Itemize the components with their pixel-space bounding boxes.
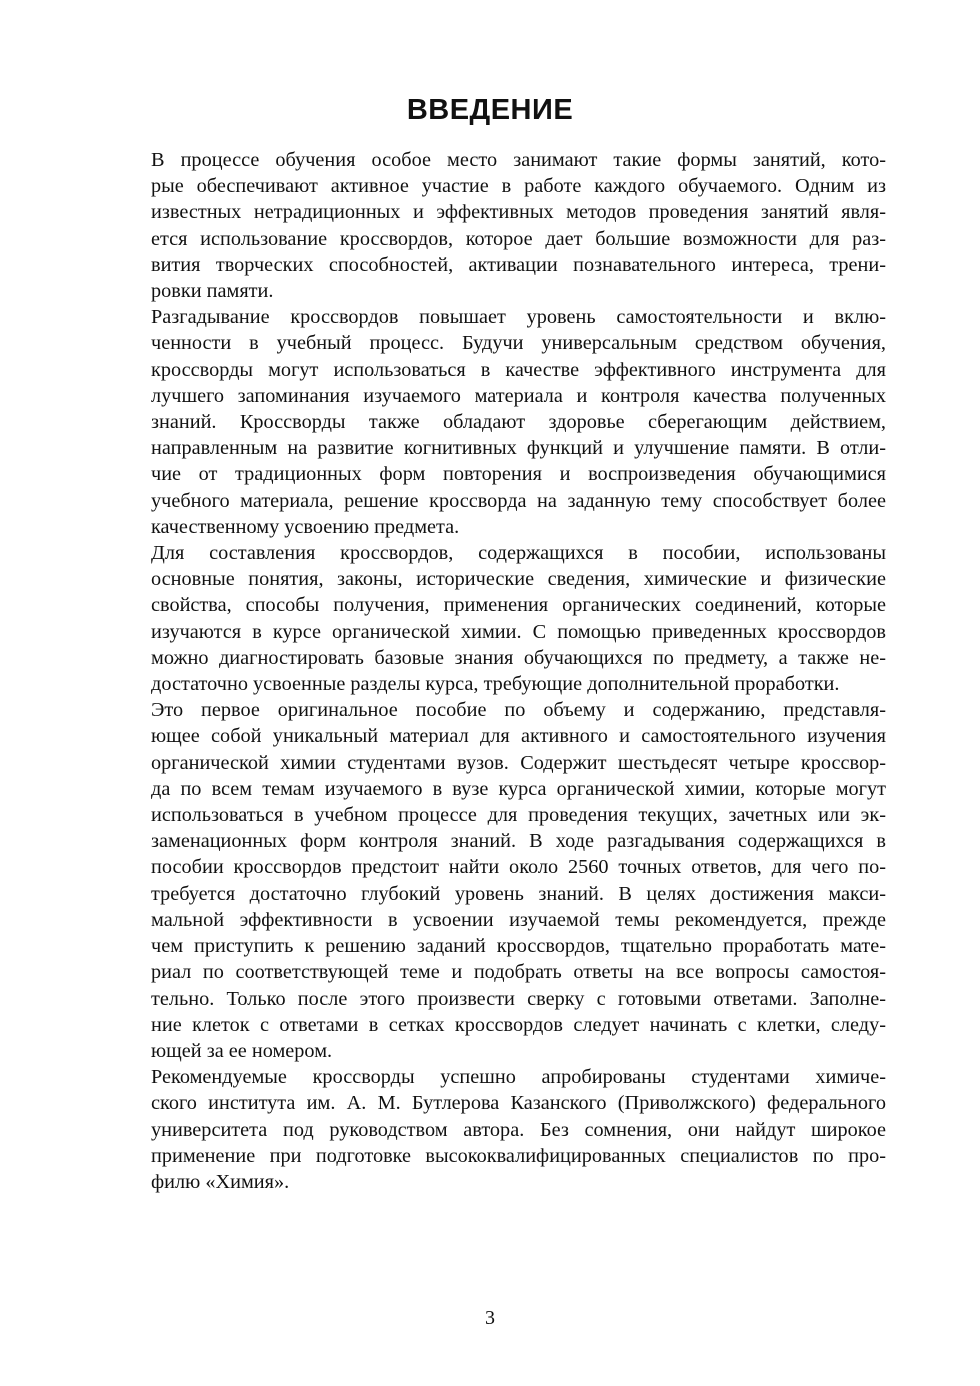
text-line: риал по соответствующей теме и подобрать ответы на все вопросы самостоя- [151, 961, 886, 984]
text-line: чие от традиционных форм повторения и воспроизведения обучающимися [151, 463, 886, 486]
text-line: ется использование кроссвордов, которое дает большие возможности для раз- [151, 227, 886, 250]
paragraph-2 [95, 304, 886, 540]
text-line: достаточно усвоенные разделы курса, требующие дополнительной проработки. [151, 673, 840, 696]
text-line: Для составления кроссвордов, содержащихся в пособии, использованы [151, 542, 886, 565]
text-line: ского института им. А. М. Бутлерова Казанского (Приволжского) федерального [151, 1092, 886, 1115]
text-line: знаний. Кроссворды также обладают здоровье сберегающим действием, [151, 411, 886, 434]
text-line: ющее собой уникальный материал для активного и самостоятельного изучения [151, 725, 886, 748]
text-line: Это первое оригинальное пособие по объему и содержанию, представля- [151, 699, 886, 722]
text-line: университета под руководством автора. Без сомнения, они найдут широкое [151, 1118, 886, 1141]
text-line: можно диагностировать базовые знания обучающихся по предмету, а также не- [151, 646, 886, 669]
text-line: да по всем темам изучаемого в вузе курса органической химии, которые могут [151, 777, 886, 800]
text-line: известных нетрадиционных и эффективных методов проведения занятий явля- [151, 201, 886, 224]
text-line: изучаются в курсе органической химии. С помощью приведенных кроссвордов [151, 620, 886, 643]
text-line: направленным на развитие когнитивных функций и улучшение памяти. В отли- [151, 437, 886, 460]
text-line: вития творческих способностей, активации познавательного интереса, трени- [151, 253, 886, 276]
text-line: пособии кроссвордов предстоит найти около 2560 точных ответов, для чего по- [151, 856, 886, 879]
text-line: ченности в учебный процесс. Будучи универсальным средством обучения, [151, 332, 886, 355]
paragraph-4 [95, 697, 886, 1064]
text-line: требуется достаточно глубокий уровень знаний. В целях достижения макси- [151, 882, 886, 905]
text-line: Разгадывание кроссвордов повышает уровень самостоятельности и вклю- [151, 306, 886, 329]
text-line: чем приступить к решению заданий кроссвордов, тщательно проработать мате- [151, 935, 886, 958]
text-line: органической химии студентами вузов. Содержит шестьдесят четыре кроссвор- [151, 751, 886, 774]
page-number: 3 [485, 1307, 495, 1329]
paragraph-3 [95, 540, 886, 697]
text-line: тельно. Только после этого произвести сверку с готовыми ответами. Заполне- [151, 987, 886, 1010]
text-line: основные понятия, законы, исторические сведения, химические и физические [151, 568, 886, 591]
text-line: ровки памяти. [151, 280, 274, 303]
text-line: В процессе обучения особое место занимают такие формы занятий, кото- [151, 149, 886, 171]
text-line: ющей за ее номером. [151, 1039, 333, 1062]
text-line: использоваться в учебном процессе для проведения текущих, зачетных или эк- [151, 804, 886, 827]
text-line: ние клеток с ответами в сетках кроссвордов следует начинать с клетки, следу- [151, 1013, 886, 1036]
document-body [95, 147, 886, 1195]
text-line: свойства, способы получения, применения органических соединений, которые [151, 594, 886, 617]
text-line: применение при подготовке высококвалифицированных специалистов по про- [151, 1144, 886, 1167]
text-line: Рекомендуемые кроссворды успешно апробированы студентами химиче- [151, 1066, 886, 1089]
text-line: качественному усвоению предмета. [151, 515, 460, 538]
paragraph-1 [95, 147, 886, 304]
text-line: кроссворды могут использоваться в качестве эффективного инструмента для [151, 358, 886, 381]
text-line: филю «Химия». [151, 1170, 290, 1193]
text-line: мальной эффективности в усвоении изучаемой темы рекомендуется, прежде [151, 908, 886, 931]
text-line: заменационных форм контроля знаний. В ходе разгадывания содержащихся в [151, 830, 886, 853]
text-line: лучшего запоминания изучаемого материала и контроля качества полученных [151, 384, 886, 407]
text-line: учебного материала, решение кроссворда на заданную тему способствует более [151, 489, 886, 512]
text-line: рые обеспечивают активное участие в работе каждого обучаемого. Одним из [151, 175, 886, 198]
page-title: ВВЕДЕНИЕ [406, 94, 574, 126]
paragraph-5 [95, 1064, 886, 1195]
